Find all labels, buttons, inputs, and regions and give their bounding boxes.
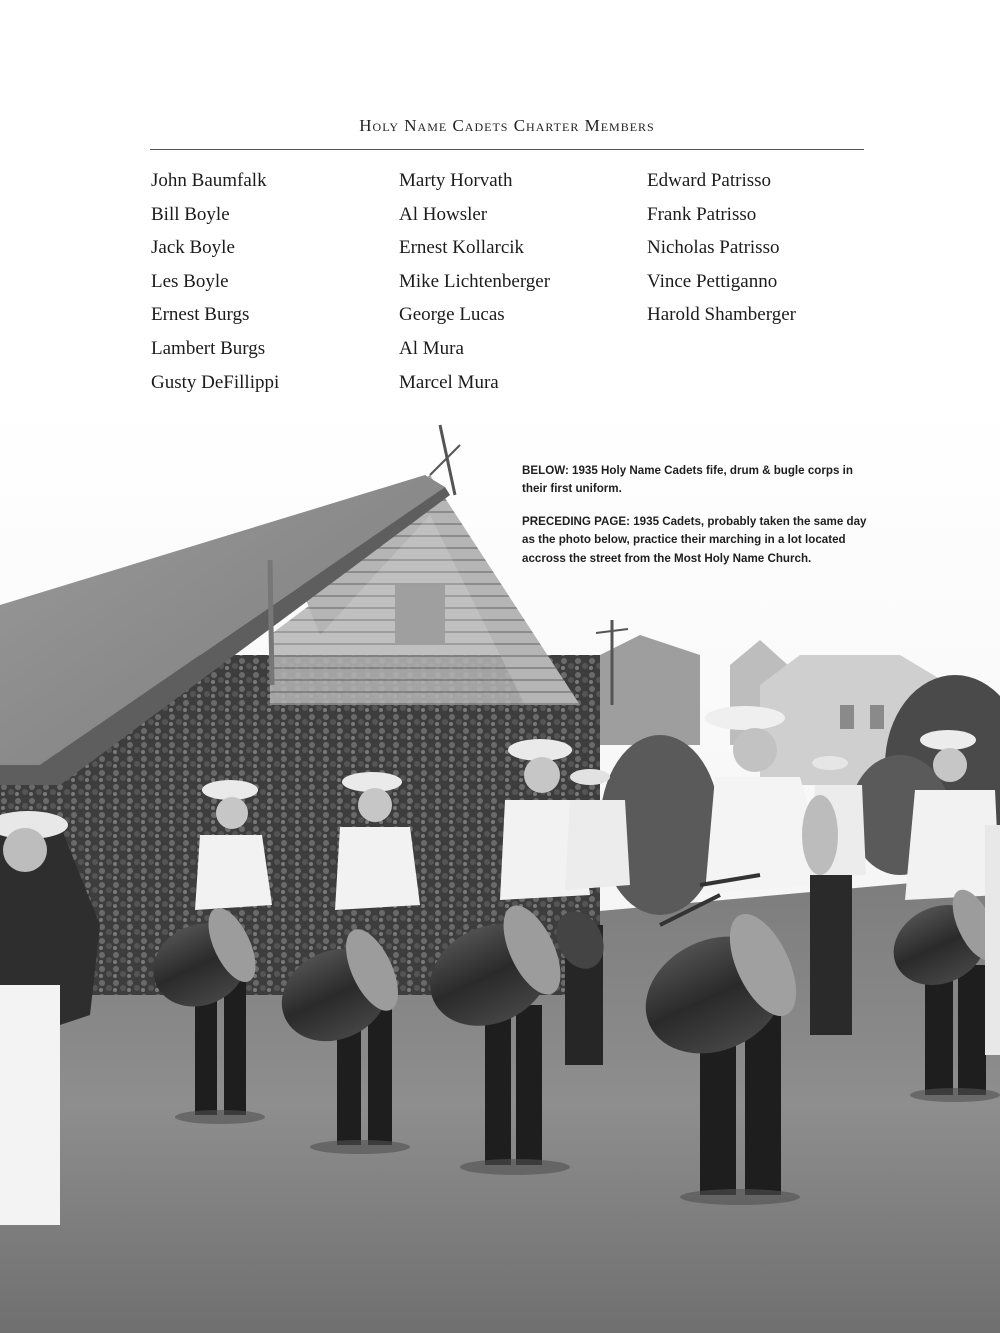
caption-below: BELOW: 1935 Holy Name Cadets fife, drum & bugle corps in their first uniform.	[522, 464, 853, 496]
member-name: Vince Pettiganno	[647, 270, 778, 292]
member-name: Ernest Burgs	[151, 304, 250, 326]
members-column-2	[399, 164, 550, 399]
members-column-3	[647, 164, 796, 332]
member-name: Bill Boyle	[151, 203, 230, 225]
member-name: Gusty DeFillippi	[151, 371, 280, 393]
member-name: Frank Patrisso	[647, 203, 757, 225]
title-rule	[150, 149, 864, 150]
member-name: Edward Patrisso	[647, 170, 772, 191]
member-name: Al Mura	[399, 337, 464, 359]
member-name: Al Howsler	[399, 203, 488, 225]
member-name: Jack Boyle	[151, 237, 235, 259]
member-name: Harold Shamberger	[647, 304, 796, 326]
member-name: Mike Lichtenberger	[399, 270, 551, 292]
member-name: Marty Horvath	[399, 170, 513, 191]
member-name: Ernest Kollarcik	[399, 237, 525, 259]
member-name: Nicholas Patrisso	[647, 237, 780, 259]
member-name: Marcel Mura	[399, 371, 499, 393]
photo-caption	[522, 462, 872, 582]
members-column-1	[151, 164, 279, 399]
member-name: John Baumfalk	[151, 170, 267, 191]
page-title: Holy Name Cadets Charter Members	[359, 116, 655, 135]
member-name: George Lucas	[399, 304, 505, 326]
caption-preceding: PRECEDING PAGE: 1935 Cadets, probably taken the same day as the photo below, practice their marching in a lot located accross the street from the Most Holy Name Church.	[522, 514, 867, 565]
member-name: Les Boyle	[151, 270, 229, 292]
member-name: Lambert Burgs	[151, 337, 266, 359]
